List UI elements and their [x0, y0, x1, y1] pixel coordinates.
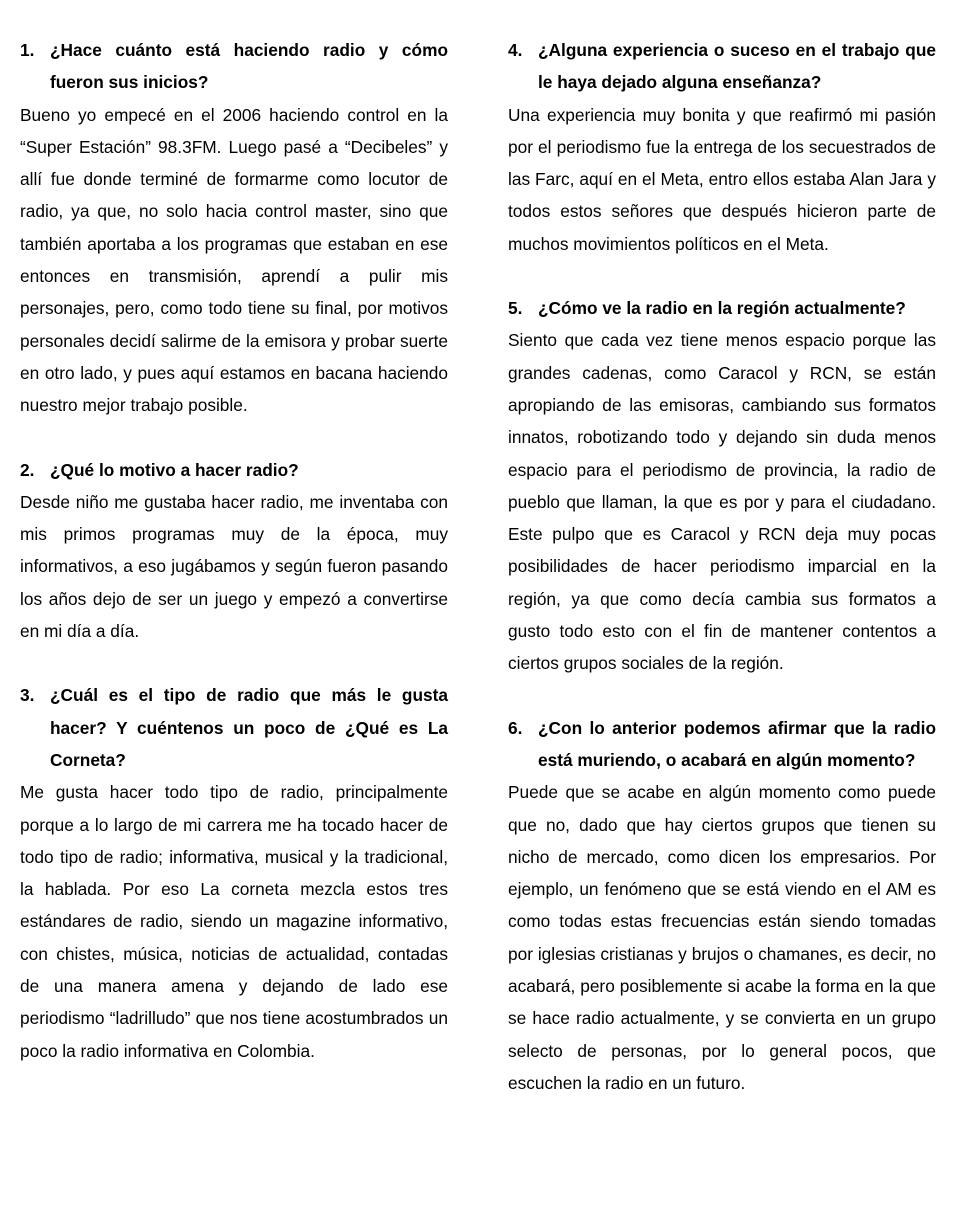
question-number: 2. [20, 459, 35, 480]
left-column [20, 34, 448, 1099]
question-text: ¿Hace cuánto está haciendo radio y cómo fueron sus inicios? [50, 40, 448, 93]
qa-item-1 [20, 34, 448, 422]
answer-2: Desde niño me gustaba hacer radio, me inventaba con mis primos programas muy de la época, muy informativos, a eso jugábamos y según fueron pasando los años dejo de ser un juego y empezó a convertirse en mi día a día. [20, 491, 448, 642]
question-text: ¿Alguna experiencia o suceso en el trabajo que le haya dejado alguna enseñanza? [538, 40, 936, 93]
answer-6: Puede que se acabe en algún momento como puede que no, dado que hay ciertos grupos que tienen su nicho de mercado, como dicen los empresarios. Por ejemplo, un fenómeno que se está viendo en el AM es como todas estas frecuencias están siendo tomadas por iglesias cristianas y brujos o chamanes, es decir, no acabará, pero posiblemente si acabe la forma en la que se hace radio actualmente, y se convierta en un grupo selecto de personas, por lo general pocos, que escuchen la radio en un futuro. [508, 782, 936, 1093]
question-number: 6. [508, 717, 523, 738]
qa-item-6 [508, 712, 936, 1100]
question-number: 4. [508, 40, 523, 60]
answer-3: Me gusta hacer todo tipo de radio, principalmente porque a lo largo de mi carrera me ha tocado hacer de todo tipo de radio; informativa, musical y la tradicional, la hablada. Por eso La corneta mezcla estos tres estándares de radio, siendo un magazine informativo, con chistes, música, noticias de actualidad, contadas de una manera amena y dejando de lado ese periodismo “ladrilludo” que nos tiene acostumbrados un poco la radio informativa en Colombia. [20, 782, 448, 1061]
question-number: 3. [20, 685, 35, 706]
answer-5: Siento que cada vez tiene menos espacio porque las grandes cadenas, como Caracol y RCN, se están apropiando de las emisoras, cambiando sus formatos innatos, robotizando todo y dejando sin duda menos espacio para el periodismo de provincia, la radio de pueblo que llaman, la que es por y para el ciudadano. Este pulpo que es Caracol y RCN deja muy pocas posibilidades de hacer periodismo imparcial en la región, ya que como decía cambia sus formatos a gusto todo esto con el fin de mantener contentos a ciertos grupos sociales de la región. [508, 330, 936, 674]
answer-1: Bueno yo empecé en el 2006 haciendo control en la “Super Estación” 98.3FM. Luego pasé a “Decibeles” y allí fue donde terminé de formarme como locutor de radio, ya que, no solo hacia control master, sino que también aportaba a los programas que estaban en ese entonces en transmisión, aprendí a pulir mis personajes, pero, como todo tiene su final, por motivos personales decidí salirme de la emisora y probar suerte en otro lado, y pues aquí estamos en bacana haciendo nuestro mejor trabajo posible. [20, 104, 448, 416]
right-column [508, 34, 936, 1131]
question-5 [508, 292, 936, 324]
question-text: ¿Cómo ve la radio en la región actualmente? [538, 298, 906, 319]
qa-item-3 [20, 679, 448, 1067]
qa-item-4 [508, 34, 936, 260]
question-4 [508, 34, 936, 99]
question-number: 5. [508, 298, 523, 319]
question-2 [20, 454, 448, 486]
qa-item-5 [508, 292, 936, 680]
question-1 [20, 34, 448, 99]
question-3 [20, 679, 448, 776]
question-number: 1. [20, 40, 35, 60]
answer-4: Una experiencia muy bonita y que reafirmó mi pasión por el periodismo fue la entrega de los secuestrados de las Farc, aquí en el Meta, entro ellos estaba Alan Jara y todos estos señores que después hicieron parte de muchos movimientos políticos en el Meta. [508, 104, 936, 254]
question-6 [508, 712, 936, 777]
question-text: ¿Cuál es el tipo de radio que más le gusta hacer? Y cuéntenos un poco de ¿Qué es La Corneta? [50, 685, 448, 770]
qa-item-2 [20, 454, 448, 648]
question-text: ¿Con lo anterior podemos afirmar que la radio está muriendo, o acabará en algún momento? [538, 717, 936, 770]
question-text: ¿Qué lo motivo a hacer radio? [50, 459, 299, 480]
